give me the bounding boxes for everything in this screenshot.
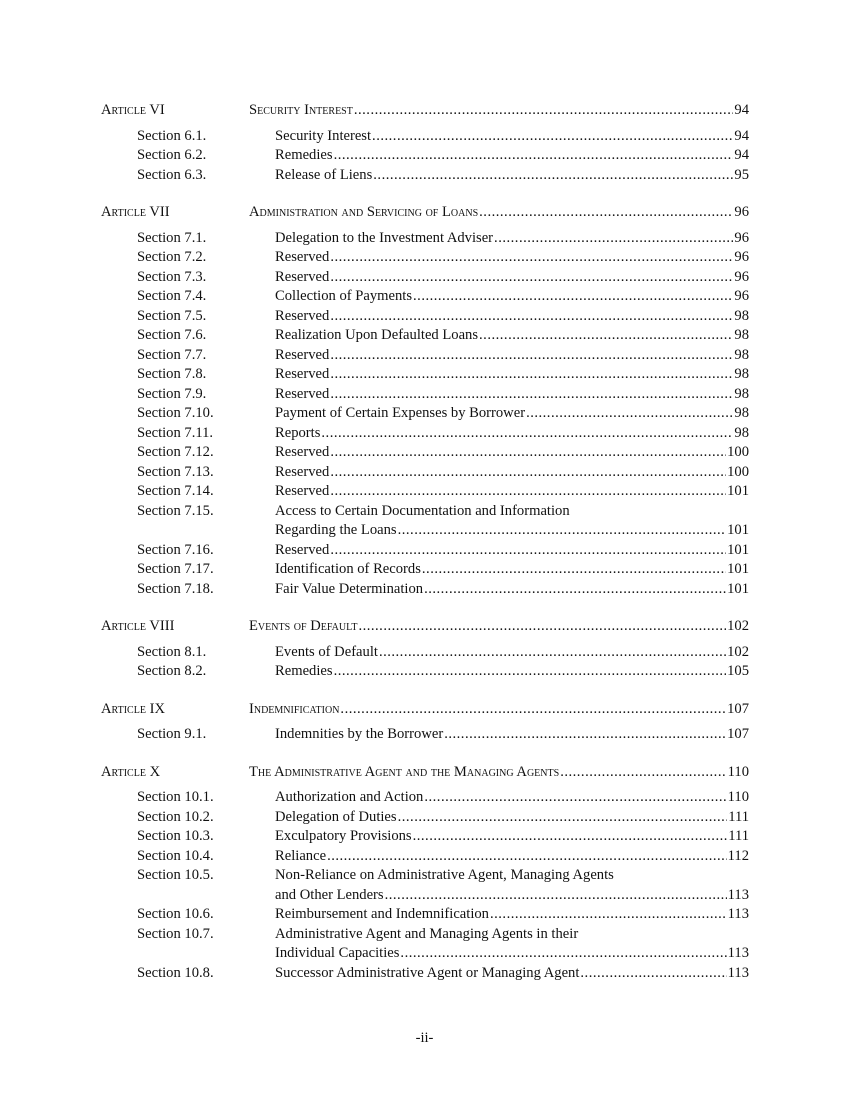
section-page-number: 95	[734, 166, 749, 183]
article-row[interactable]	[101, 203, 749, 223]
section-row[interactable]	[101, 229, 749, 249]
section-title: Non-Reliance on Administrative Agent, Managing Agents	[275, 867, 614, 883]
section-title: Events of Default	[275, 643, 378, 660]
section-body	[275, 463, 749, 483]
section-title-line	[275, 146, 749, 166]
section-body	[275, 346, 749, 366]
section-page-number: 101	[727, 483, 749, 499]
dot-leader	[340, 700, 726, 720]
section-number: Section 6.3.	[137, 166, 207, 183]
section-title: Collection of Payments	[275, 288, 413, 304]
section-list	[101, 788, 749, 983]
section-title-line	[275, 808, 749, 828]
dot-leader	[373, 166, 733, 186]
dot-leader	[330, 482, 726, 502]
section-body	[275, 287, 749, 307]
article-title-line	[249, 700, 749, 720]
article-title-line	[249, 763, 749, 783]
section-title-line	[275, 424, 749, 444]
section-row[interactable]	[101, 964, 749, 984]
section-title: Reserved	[275, 346, 330, 363]
section-page-number: 113	[727, 964, 749, 981]
dot-leader	[372, 127, 733, 147]
section-body	[275, 560, 749, 580]
dot-leader	[379, 643, 726, 663]
article-title-line	[249, 617, 749, 637]
section-page-number: 101	[727, 580, 749, 597]
section-number: Section 7.15.	[137, 502, 214, 519]
section-body	[275, 248, 749, 268]
dot-leader	[479, 326, 733, 346]
section-page-number: 110	[727, 789, 749, 805]
section-title: Realization Upon Defaulted Loans	[275, 327, 479, 343]
section-number: Section 7.10.	[137, 405, 214, 421]
table-of-contents	[101, 101, 749, 1001]
section-title: Individual Capacities	[275, 945, 400, 961]
section-row[interactable]	[101, 307, 749, 327]
dot-leader	[354, 101, 734, 121]
section-title-line	[275, 925, 749, 945]
section-body	[275, 268, 749, 288]
article-number: Article VII	[101, 204, 170, 220]
section-number: Section 10.2.	[137, 808, 214, 825]
section-title: Successor Administrative Agent or Managing Agent	[275, 964, 580, 981]
section-row[interactable]	[101, 463, 749, 483]
section-title: Remedies	[275, 147, 333, 163]
section-title-line	[275, 502, 749, 522]
section-title-line	[275, 365, 749, 385]
section-page-number: 96	[734, 268, 749, 285]
section-row[interactable]	[101, 662, 749, 682]
article-number: Article IX	[101, 700, 165, 717]
section-row[interactable]	[101, 580, 749, 600]
article-block	[101, 700, 749, 745]
section-row[interactable]	[101, 808, 749, 828]
section-number: Section 7.7.	[137, 346, 207, 363]
article-block	[101, 101, 749, 185]
section-title: Reserved	[275, 249, 330, 265]
section-page-number: 98	[734, 385, 749, 402]
dot-leader	[400, 944, 726, 964]
section-row[interactable]	[101, 166, 749, 186]
section-title-line	[275, 229, 749, 249]
section-body	[275, 307, 749, 327]
section-title-line	[275, 905, 749, 925]
section-title: Administrative Agent and Managing Agents in their	[275, 925, 579, 942]
section-number: Section 6.1.	[137, 127, 207, 144]
section-title-line	[275, 404, 749, 424]
section-number: Section 7.18.	[137, 580, 214, 597]
section-page-number: 94	[734, 147, 749, 163]
article-title: Indemnification	[249, 700, 340, 717]
section-body	[275, 127, 749, 147]
section-row[interactable]	[101, 643, 749, 663]
section-body	[275, 788, 749, 808]
section-number: Section 7.4.	[137, 288, 207, 304]
dot-leader	[330, 307, 733, 327]
article-page-number: 102	[727, 618, 749, 634]
section-title: Reimbursement and Indemnification	[275, 906, 489, 922]
section-row[interactable]	[101, 268, 749, 288]
dot-leader	[413, 287, 733, 307]
section-page-number: 112	[727, 847, 749, 864]
section-row[interactable]	[101, 385, 749, 405]
section-row[interactable]	[101, 443, 749, 463]
section-number: Section 7.12.	[137, 444, 214, 460]
dot-leader	[330, 443, 726, 463]
section-row[interactable]	[101, 127, 749, 147]
section-title-line	[275, 964, 749, 984]
section-row[interactable]	[101, 788, 749, 808]
article-row[interactable]	[101, 700, 749, 720]
section-number: Section 7.6.	[137, 327, 207, 343]
section-title: Payment of Certain Expenses by Borrower	[275, 405, 526, 421]
section-number: Section 7.11.	[137, 424, 214, 441]
section-title: Reserved	[275, 268, 330, 285]
section-number: Section 8.2.	[137, 663, 207, 679]
section-page-number: 102	[727, 643, 749, 660]
section-body	[275, 166, 749, 186]
section-list	[101, 725, 749, 745]
section-title: Reports	[275, 424, 321, 441]
section-page-number: 98	[734, 405, 749, 421]
section-title: Reserved	[275, 541, 330, 558]
article-row[interactable]	[101, 763, 749, 783]
section-title-line	[275, 127, 749, 147]
section-row[interactable]	[101, 866, 749, 905]
section-title-line	[275, 326, 749, 346]
article-title-line	[249, 203, 749, 223]
section-title-line	[275, 248, 749, 268]
section-title: Reserved	[275, 385, 330, 402]
section-number: Section 7.9.	[137, 385, 207, 402]
section-number: Section 7.14.	[137, 483, 214, 499]
section-title: Reserved	[275, 463, 330, 480]
section-row[interactable]	[101, 502, 749, 541]
section-page-number: 100	[727, 463, 749, 480]
section-page-number: 98	[734, 366, 749, 382]
section-body	[275, 866, 749, 905]
section-body	[275, 847, 749, 867]
article-block	[101, 763, 749, 984]
section-row[interactable]	[101, 827, 749, 847]
section-title-line	[275, 385, 749, 405]
section-title: Regarding the Loans	[275, 522, 397, 538]
section-number: Section 6.2.	[137, 147, 207, 163]
article-block	[101, 617, 749, 682]
section-number: Section 7.8.	[137, 366, 207, 382]
section-title: Security Interest	[275, 127, 372, 144]
dot-leader	[327, 847, 727, 867]
article-row[interactable]	[101, 101, 749, 121]
page-number-footer: -ii-	[415, 1030, 434, 1046]
section-page-number: 100	[727, 444, 749, 460]
section-title: Indemnities by the Borrower	[275, 726, 444, 742]
dot-leader	[334, 146, 734, 166]
section-title-line	[275, 287, 749, 307]
dot-leader	[424, 580, 726, 600]
section-title: Remedies	[275, 663, 333, 679]
section-title: Delegation of Duties	[275, 808, 397, 825]
article-title: Events of Default	[249, 618, 358, 634]
dot-leader	[398, 521, 727, 541]
section-page-number: 113	[727, 886, 749, 903]
section-page-number: 107	[727, 726, 749, 742]
section-body	[275, 502, 749, 541]
section-list	[101, 127, 749, 186]
section-title: Access to Certain Documentation and Information	[275, 502, 570, 519]
section-row[interactable]	[101, 905, 749, 925]
section-title-line	[275, 643, 749, 663]
section-number: Section 10.3.	[137, 828, 214, 844]
section-body	[275, 443, 749, 463]
section-body	[275, 365, 749, 385]
section-page-number: 113	[727, 945, 749, 961]
section-page-number: 101	[727, 541, 749, 558]
dot-leader	[424, 788, 726, 808]
section-title-line	[275, 725, 749, 745]
section-page-number: 113	[727, 906, 749, 922]
section-row[interactable]	[101, 541, 749, 561]
section-row[interactable]	[101, 925, 749, 964]
section-list	[101, 643, 749, 682]
section-title-line	[275, 886, 749, 906]
section-number: Section 7.13.	[137, 463, 214, 480]
section-title-line	[275, 482, 749, 502]
section-page-number: 98	[734, 346, 749, 363]
section-body	[275, 385, 749, 405]
article-title: Administration and Servicing of Loans	[249, 204, 479, 220]
dot-leader	[385, 886, 727, 906]
section-title: Release of Liens	[275, 166, 373, 183]
section-list	[101, 229, 749, 600]
section-number: Section 7.17.	[137, 561, 214, 577]
article-number: Article VIII	[101, 618, 175, 634]
section-title-line	[275, 662, 749, 682]
dot-leader	[334, 662, 727, 682]
article-number: Article VI	[101, 102, 165, 118]
section-title: Authorization and Action	[275, 789, 424, 805]
article-page-number: 107	[727, 700, 749, 717]
section-body	[275, 827, 749, 847]
dot-leader	[494, 229, 733, 249]
section-number: Section 9.1.	[137, 726, 207, 742]
section-title: Delegation to the Investment Adviser	[275, 229, 494, 246]
section-title: Reserved	[275, 444, 330, 460]
section-title-line	[275, 944, 749, 964]
section-body	[275, 925, 749, 964]
section-title: Identification of Records	[275, 561, 421, 577]
dot-leader	[479, 203, 733, 223]
section-row[interactable]	[101, 847, 749, 867]
section-title-line	[275, 827, 749, 847]
section-page-number: 98	[734, 307, 749, 324]
dot-leader	[398, 808, 728, 828]
section-title: Reserved	[275, 307, 330, 324]
section-page-number: 111	[728, 828, 749, 844]
section-body	[275, 326, 749, 346]
section-page-number: 105	[727, 663, 749, 679]
section-page-number: 101	[727, 522, 749, 538]
section-title-line	[275, 166, 749, 186]
dot-leader	[330, 541, 726, 561]
section-body	[275, 424, 749, 444]
section-page-number: 111	[728, 808, 749, 825]
section-title-line	[275, 560, 749, 580]
dot-leader	[560, 763, 726, 783]
section-title: and Other Lenders	[275, 886, 384, 903]
section-row[interactable]	[101, 146, 749, 166]
section-row[interactable]	[101, 326, 749, 346]
section-number: Section 10.4.	[137, 847, 214, 864]
section-title: Reserved	[275, 483, 330, 499]
section-row[interactable]	[101, 365, 749, 385]
section-body	[275, 146, 749, 166]
article-page-number: 94	[734, 102, 749, 118]
section-page-number: 96	[734, 249, 749, 265]
section-row[interactable]	[101, 560, 749, 580]
section-row[interactable]	[101, 248, 749, 268]
section-number: Section 10.5.	[137, 867, 214, 883]
section-title-line	[275, 268, 749, 288]
article-block	[101, 203, 749, 599]
section-title-line	[275, 463, 749, 483]
section-title-line	[275, 443, 749, 463]
dot-leader	[526, 404, 733, 424]
section-body	[275, 580, 749, 600]
section-body	[275, 808, 749, 828]
section-body	[275, 229, 749, 249]
article-title-line	[249, 101, 749, 121]
dot-leader	[330, 346, 733, 366]
section-title-line	[275, 307, 749, 327]
section-body	[275, 482, 749, 502]
section-page-number: 96	[734, 229, 749, 246]
dot-leader	[330, 385, 733, 405]
dot-leader	[330, 365, 733, 385]
section-row[interactable]	[101, 287, 749, 307]
dot-leader	[330, 268, 733, 288]
section-body	[275, 643, 749, 663]
section-body	[275, 541, 749, 561]
section-title: Reserved	[275, 366, 330, 382]
section-row[interactable]	[101, 482, 749, 502]
section-body	[275, 404, 749, 424]
article-page-number: 110	[727, 763, 749, 780]
section-title-line	[275, 847, 749, 867]
section-page-number: 96	[734, 288, 749, 304]
section-page-number: 94	[734, 127, 749, 144]
section-title: Exculpatory Provisions	[275, 828, 412, 844]
dot-leader	[330, 463, 726, 483]
dot-leader	[358, 617, 726, 637]
dot-leader	[444, 725, 726, 745]
section-number: Section 7.16.	[137, 541, 214, 558]
section-body	[275, 905, 749, 925]
section-page-number: 98	[734, 424, 749, 441]
dot-leader	[490, 905, 727, 925]
section-title-line	[275, 346, 749, 366]
section-row[interactable]	[101, 404, 749, 424]
section-row[interactable]	[101, 424, 749, 444]
section-title-line	[275, 788, 749, 808]
section-number: Section 7.5.	[137, 307, 207, 324]
section-title-line	[275, 541, 749, 561]
dot-leader	[580, 964, 726, 984]
section-body	[275, 725, 749, 745]
section-number: Section 7.2.	[137, 249, 207, 265]
article-title: The Administrative Agent and the Managing Agents	[249, 763, 560, 780]
section-number: Section 7.1.	[137, 229, 207, 246]
section-page-number: 98	[734, 327, 749, 343]
dot-leader	[413, 827, 728, 847]
dot-leader	[321, 424, 733, 444]
article-title: Security Interest	[249, 102, 353, 118]
section-title: Reliance	[275, 847, 327, 864]
dot-leader	[422, 560, 726, 580]
section-body	[275, 662, 749, 682]
section-body	[275, 964, 749, 984]
article-row[interactable]	[101, 617, 749, 637]
section-number: Section 7.3.	[137, 268, 207, 285]
section-title-line	[275, 521, 749, 541]
section-number: Section 10.6.	[137, 906, 214, 922]
section-number: Section 10.1.	[137, 789, 214, 805]
section-number: Section 8.1.	[137, 643, 207, 660]
section-number: Section 10.8.	[137, 964, 214, 981]
section-title: Fair Value Determination	[275, 580, 424, 597]
section-row[interactable]	[101, 725, 749, 745]
section-page-number: 101	[727, 561, 749, 577]
section-title-line	[275, 580, 749, 600]
section-title-line	[275, 866, 749, 886]
section-row[interactable]	[101, 346, 749, 366]
section-number: Section 10.7.	[137, 925, 214, 942]
article-number: Article X	[101, 763, 161, 780]
article-page-number: 96	[734, 204, 749, 220]
dot-leader	[330, 248, 733, 268]
